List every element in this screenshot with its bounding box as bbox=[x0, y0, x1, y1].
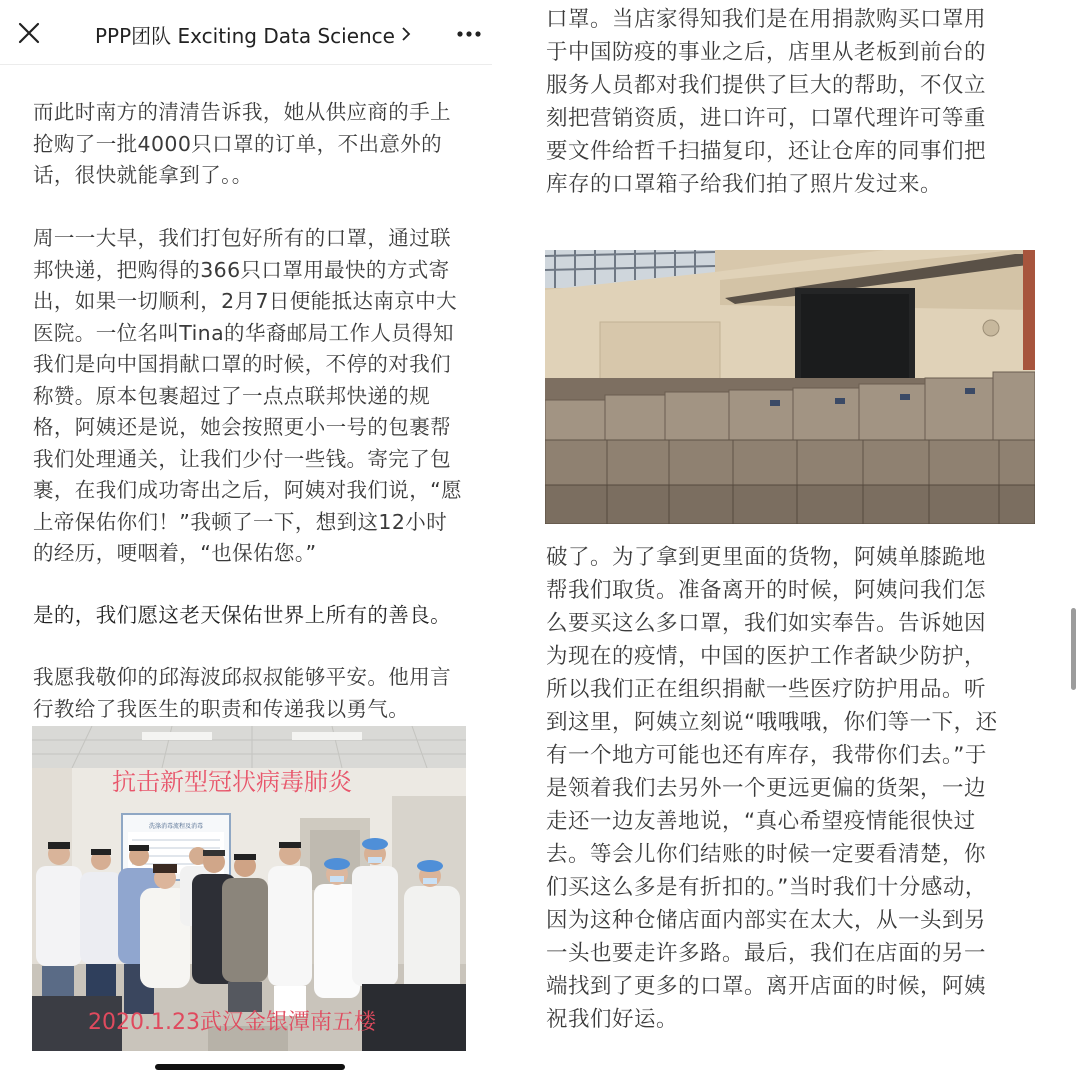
text-line: 有一个地方可能也还有库存，我带你们去。”于 bbox=[546, 743, 987, 768]
text-line: 于中国防疫的事业之后，店里从老板到前台的 bbox=[546, 40, 987, 65]
text-line: 周一一大早，我们打包好所有的口罩，通过联 bbox=[33, 226, 451, 250]
chevron-right-icon bbox=[399, 25, 413, 43]
paragraph-store-help bbox=[546, 3, 1051, 201]
text-line: 我愿我敬仰的邱海波邱叔叔能够平安。他用言 bbox=[33, 665, 451, 689]
paragraph-uncle bbox=[33, 662, 473, 725]
text-line: 医院。一位名叫Tina的华裔邮局工作人员得知 bbox=[33, 320, 454, 345]
text-line: 们买这么多是有折扣的。”当时我们十分感动， bbox=[546, 875, 987, 900]
text-line: 所以我们正在组织捐献一些医疗防护用品。听 bbox=[546, 677, 987, 702]
text-line: 是领着我们去另外一个更远更偏的货架，一边 bbox=[546, 776, 987, 801]
text-line: 库存的口罩箱子给我们拍了照片发过来。 bbox=[546, 172, 943, 197]
text-line: 上帝保佑你们！”我顿了一下，想到这12小时 bbox=[33, 509, 448, 534]
mask-boxes-photo[interactable] bbox=[545, 250, 1035, 524]
boxes-photo-art bbox=[545, 250, 1035, 524]
text-line: 端找到了更多的口罩。离开店面的时候，阿姨 bbox=[546, 974, 987, 999]
text-line: 是的，我们愿这老天保佑世界上所有的善良。 bbox=[33, 603, 451, 627]
text-line: 刻把营销资质，进口许可，口罩代理许可等重 bbox=[546, 106, 987, 131]
text-line: 为现在的疫情，中国的医护工作者缺少防护， bbox=[546, 644, 987, 669]
paragraph-fedex bbox=[33, 223, 473, 570]
home-indicator bbox=[155, 1064, 345, 1070]
doctors-photo-art bbox=[32, 726, 466, 1051]
text-line: 因为这种仓储店面内部实在太大，从一头到另 bbox=[546, 908, 987, 933]
scrollbar[interactable] bbox=[1071, 608, 1076, 690]
photo-caption: 2020.1.23武汉金银潭南五楼 bbox=[88, 1010, 376, 1035]
text-line: 么要买这么多口罩，我们如实奉告。告诉她因 bbox=[546, 611, 987, 636]
text-line: 服务人员都对我们提供了巨大的帮助，不仅立 bbox=[546, 73, 987, 98]
more-icon[interactable] bbox=[456, 24, 482, 44]
close-icon[interactable] bbox=[16, 20, 42, 46]
left-article-panel bbox=[0, 0, 492, 1080]
photo-banner-text: 抗击新型冠状病毒肺炎 bbox=[112, 768, 352, 796]
text-line: 行教给了我医生的职责和传递我以勇气。 bbox=[33, 696, 410, 721]
paragraph-supplier bbox=[33, 97, 473, 192]
text-line: 要文件给哲千扫描复印，还让仓库的同事们把 bbox=[546, 139, 987, 164]
text-line: 的经历，哽咽着，“也保佑您。” bbox=[33, 541, 317, 565]
top-bar bbox=[0, 0, 492, 65]
notice-board-title: 洗涤消毒流程及消毒 bbox=[148, 823, 204, 830]
text-line: 出，如果一切顺利，2月7日便能抵达南京中大 bbox=[33, 289, 457, 313]
paragraph-auntie bbox=[546, 541, 1051, 1036]
text-line: 话，很快就能拿到了。。 bbox=[33, 163, 253, 187]
account-title: PPP团队 Exciting Data Science bbox=[95, 23, 395, 48]
text-line: 抢购了一批4000只口罩的订单，不出意外的 bbox=[33, 131, 443, 156]
text-line: 而此时南方的清清告诉我，她从供应商的手上 bbox=[33, 100, 451, 124]
doctors-group-photo[interactable] bbox=[32, 726, 466, 1051]
text-line: 帮我们取货。准备离开的时候，阿姨问我们怎 bbox=[546, 578, 987, 603]
text-line: 我们处理通关，让我们少付一些钱。寄完了包 bbox=[33, 446, 451, 471]
account-title-link[interactable] bbox=[95, 19, 413, 49]
right-article-panel bbox=[519, 0, 1081, 1080]
text-line: 祝我们好运。 bbox=[546, 1007, 679, 1032]
text-line: 一头也要走许多路。最后，我们在店面的另一 bbox=[546, 941, 987, 966]
text-line: 口罩。当店家得知我们是在用捐款购买口罩用 bbox=[546, 7, 987, 32]
text-line: 格，阿姨还是说，她会按照更小一号的包裹帮 bbox=[33, 415, 451, 439]
paragraph-blessing bbox=[33, 600, 473, 632]
text-line: 称赞。原本包裹超过了一点点联邦快递的规 bbox=[33, 383, 431, 408]
text-line: 裹，在我们成功寄出之后，阿姨对我们说，“愿 bbox=[33, 478, 463, 502]
text-line: 到这里，阿姨立刻说“哦哦哦，你们等一下，还 bbox=[546, 710, 998, 735]
text-line: 破了。为了拿到更里面的货物，阿姨单膝跪地 bbox=[546, 545, 987, 570]
text-line: 我们是向中国捐献口罩的时候，不停的对我们 bbox=[33, 352, 451, 376]
text-line: 去。等会儿你们结账的时候一定要看清楚，你 bbox=[546, 842, 987, 867]
mask-boxes bbox=[545, 372, 1035, 524]
text-line: 邦快递，把购得的366只口罩用最快的方式寄 bbox=[33, 257, 450, 282]
text-line: 走还一边友善地说，“真心希望疫情能很快过 bbox=[546, 809, 976, 834]
